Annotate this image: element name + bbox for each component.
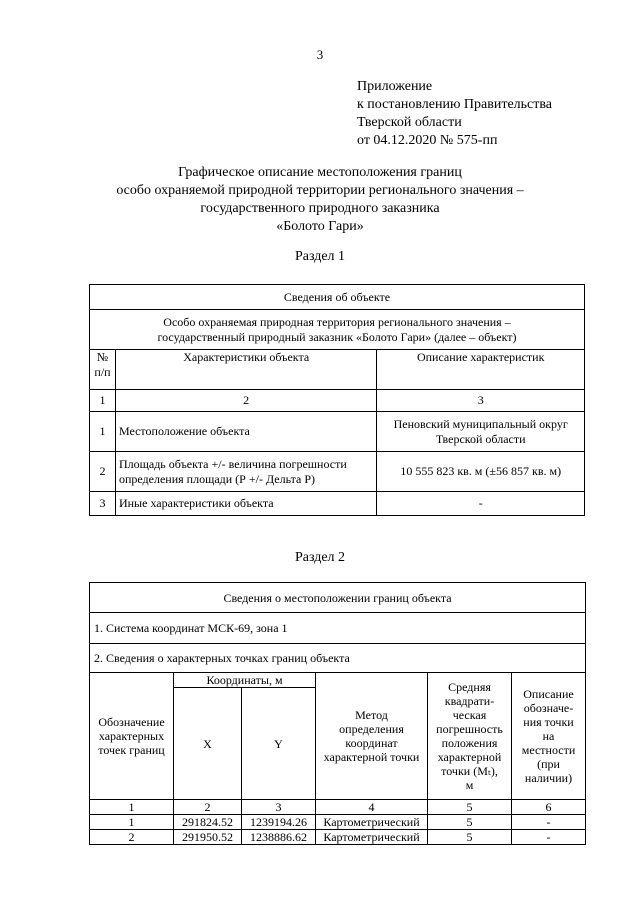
coord-system: 1. Система координат МСК-69, зона 1 <box>90 613 586 644</box>
index-cell: 6 <box>512 800 586 815</box>
index-cell: 1 <box>90 800 174 815</box>
point-id: 2 <box>90 830 174 845</box>
row-desc: - <box>377 492 585 516</box>
table-row <box>90 815 586 830</box>
title-line: государственного природного заказника <box>200 201 440 216</box>
index-cell: 2 <box>115 390 376 412</box>
boundary-points-table <box>89 582 586 845</box>
appendix-block <box>357 78 552 150</box>
row-num: 1 <box>90 412 116 452</box>
index-cell: 4 <box>316 800 428 815</box>
index-cell: 1 <box>90 390 116 412</box>
object-info-table <box>89 284 585 516</box>
section-1-heading: Раздел 1 <box>294 249 346 264</box>
header-num: № п/п <box>90 350 116 390</box>
header-designation: Обозначение характерных точек границ <box>90 673 174 800</box>
table-row <box>90 452 585 492</box>
point-desc: - <box>512 815 586 830</box>
section-2-heading: Раздел 2 <box>294 550 346 565</box>
header-y: Y <box>242 688 316 800</box>
title-line: Графическое описание местоположения границ <box>178 165 462 180</box>
point-y: 1239194.26 <box>242 815 316 830</box>
page-number: 3 <box>316 47 324 62</box>
point-x: 291824.52 <box>174 815 242 830</box>
row-desc: Пеновский муниципальный округ Тверской области <box>377 412 585 452</box>
row-num: 3 <box>90 492 116 516</box>
header-coordinates: Координаты, м <box>174 673 316 688</box>
header-x: X <box>174 688 242 800</box>
point-method: Картометрический <box>316 815 428 830</box>
row-char: Местоположение объекта <box>115 412 376 452</box>
point-error: 5 <box>428 830 512 845</box>
appendix-line: Тверской области <box>357 115 462 130</box>
index-cell: 3 <box>377 390 585 412</box>
row-char: Иные характеристики объекта <box>115 492 376 516</box>
appendix-line: от 04.12.2020 № 575-пп <box>357 133 498 148</box>
table-row <box>90 492 585 516</box>
table-row <box>90 830 586 845</box>
table-row <box>90 412 585 452</box>
index-cell: 5 <box>428 800 512 815</box>
object-description: Особо охраняемая природная территория регионального значения – государственный природный заказник «Болото Гари» (далее – объект) <box>90 310 585 350</box>
header-description: Описание характеристик <box>377 350 585 390</box>
header-point-description: Описание обозначе- ния точки на местности (при наличии) <box>512 673 586 800</box>
table-title: Сведения об объекте <box>90 285 585 310</box>
header-method: Метод определения координат характерной точки <box>316 673 428 800</box>
appendix-line: Приложение <box>357 79 433 94</box>
appendix-line: к постановлению Правительства <box>357 97 553 112</box>
row-char: Площадь объекта +/- величина погрешности определения площади (Р +/- Дельта Р) <box>115 452 376 492</box>
index-cell: 2 <box>174 800 242 815</box>
point-error: 5 <box>428 815 512 830</box>
header-error: Средняя квадрати- ческая погрешность положения характерной точки (Mₜ), м <box>428 673 512 800</box>
point-method: Картометрический <box>316 830 428 845</box>
point-desc: - <box>512 830 586 845</box>
document-title <box>0 164 640 236</box>
title-line: особо охраняемой природной территории регионального значения – <box>116 183 524 198</box>
points-info: 2. Сведения о характерных точках границ объекта <box>90 644 586 673</box>
point-y: 1238886.62 <box>242 830 316 845</box>
index-cell: 3 <box>242 800 316 815</box>
title-line: «Болото Гари» <box>276 219 364 234</box>
point-id: 1 <box>90 815 174 830</box>
row-num: 2 <box>90 452 116 492</box>
table-title: Сведения о местоположении границ объекта <box>90 583 586 613</box>
row-desc: 10 555 823 кв. м (±56 857 кв. м) <box>377 452 585 492</box>
point-x: 291950.52 <box>174 830 242 845</box>
header-characteristics: Характеристики объекта <box>115 350 376 390</box>
